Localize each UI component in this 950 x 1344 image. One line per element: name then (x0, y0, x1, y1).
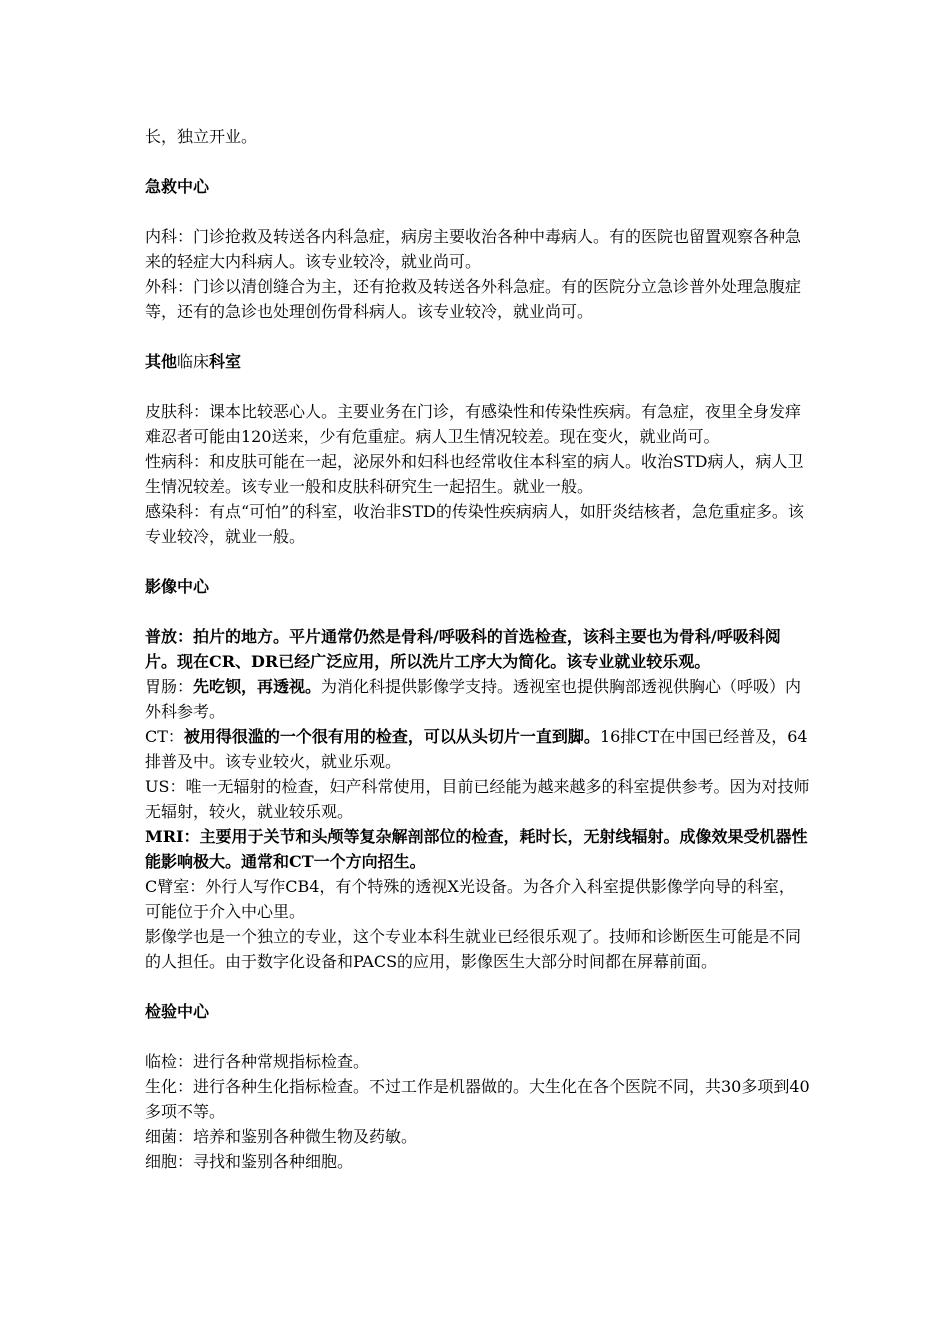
paragraph-mri: MRI：主要用于关节和头颅等复杂解剖部位的检查，耗时长，无射线辐射。成像效果受机器性能影响极大。通常和CT一个方向招生。 (145, 827, 808, 871)
paragraph-bacteria: 细菌：培养和鉴别各种微生物及药敏。 (145, 1127, 418, 1146)
spacer (145, 324, 810, 349)
text-run-bold: 先吃钡，再透视。 (193, 677, 322, 696)
heading-emergency-center: 急救中心 (145, 177, 210, 196)
spacer (145, 549, 810, 574)
spacer (145, 974, 810, 999)
text-run: CT： (145, 727, 184, 746)
paragraph-cells: 细胞：寻找和鉴别各种细胞。 (145, 1152, 354, 1171)
text-run-bold: 被用得很滥的一个很有用的检查，可以从头切片一直到脚。 (183, 727, 600, 746)
paragraph-us: US：唯一无辐射的检查，妇产科常使用，目前已经能为越来越多的科室提供参考。因为对技师无辐射，较火，就业较乐观。 (145, 777, 810, 821)
spacer (145, 1024, 810, 1049)
spacer (145, 374, 810, 399)
paragraph-clinical-lab: 临检：进行各种常规指标检查。 (145, 1052, 370, 1071)
paragraph-biochemistry: 生化：进行各种生化指标检查。不过工作是机器做的。大生化在各个医院不同，共30多项到40多项不等。 (145, 1077, 810, 1121)
heading-imaging-center: 影像中心 (145, 577, 210, 596)
paragraph-std: 性病科：和皮肤可能在一起，泌尿外和妇科也经常收住本科室的病人。收治STD病人，病人卫生情况较差。该专业一般和皮肤科研究生一起招生。就业一般。 (145, 452, 804, 496)
heading-part: 其他 (145, 352, 178, 371)
intro-line: 长，独立开业。 (145, 127, 258, 146)
heading-lab-center: 检验中心 (145, 1002, 210, 1021)
paragraph-ct (145, 724, 810, 774)
paragraph-c-arm: C臂室：外行人写作CB4，有个特殊的透视X光设备。为各介入科室提供影像学向导的科室，可能位于介入中心里。 (145, 877, 795, 921)
text-run: 胃肠： (145, 677, 194, 696)
heading-other-departments (145, 349, 810, 374)
paragraph-imaging-summary: 影像学也是一个独立的专业，这个专业本科生就业已经很乐观了。技师和诊断医生可能是不同的人担任。由于数字化设备和PACS的应用，影像医生大部分时间都在屏幕前面。 (145, 927, 802, 971)
spacer (145, 149, 810, 174)
paragraph-dermatology: 皮肤科：课本比较恶心人。主要业务在门诊，有感染性和传染性疾病。有急症，夜里全身发痒难忍者可能由120送来，少有危重症。病人卫生情况较差。现在变火，就业尚可。 (145, 402, 802, 446)
paragraph-emergency-surgery: 外科：门诊以清创缝合为主，还有抢救及转送各外科急症。有的医院分立急诊普外处理急腹症等，还有的急诊也处理创伤骨科病人。该专业较冷，就业尚可。 (145, 277, 802, 321)
spacer (145, 199, 810, 224)
document-page (145, 124, 810, 1174)
text-run: 为消化科提供影像学支持。透视室也提供胸部透视供胸心（呼吸）内外科参考。 (145, 677, 802, 721)
heading-part: 临床 (177, 352, 210, 371)
paragraph-emergency-internal: 内科：门诊抢救及转送各内科急症，病房主要收治各种中毒病人。有的医院也留置观察各种急来的轻症大内科病人。该专业较冷，就业尚可。 (145, 227, 802, 271)
heading-part: 科室 (209, 352, 242, 371)
paragraph-xray: 普放：拍片的地方。平片通常仍然是骨科/呼吸科的首选检查，该科主要也为骨科/呼吸科阅片。现在CR、DR已经广泛应用，所以洗片工序大为简化。该专业就业较乐观。 (145, 627, 781, 671)
spacer (145, 599, 810, 624)
paragraph-gi (145, 674, 810, 724)
text-run: 16排CT在中国已经普及，64排普及中。该专业较火，就业乐观。 (145, 727, 808, 771)
paragraph-infectious: 感染科：有点“可怕”的科室，收治非STD的传染性疾病病人，如肝炎结核者，急危重症多。该专业较冷，就业一般。 (145, 502, 804, 546)
